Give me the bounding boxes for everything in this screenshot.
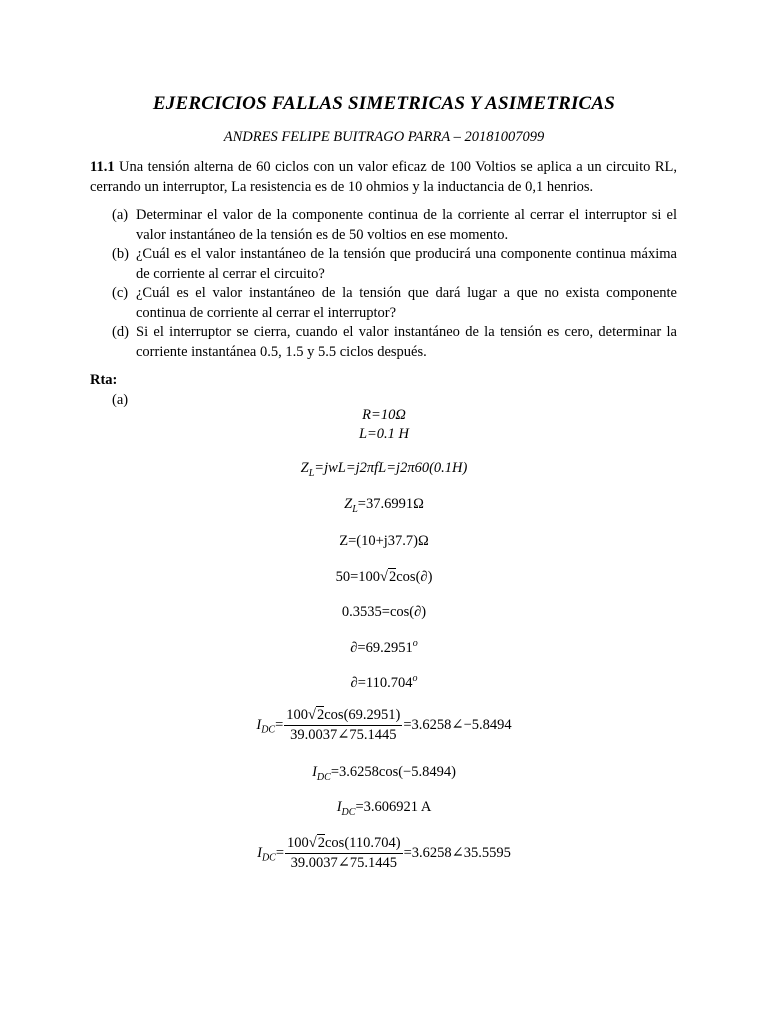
item-text: Determinar el valor de la componente continua de la corriente al cerrar el interruptor si el valor instantáneo de la tensión es de 50 voltios en ese momento. <box>136 207 677 243</box>
equation-idc-fraction-1: $I_{DC}=$ $\frac{100√2\cos(69.2951)}{39.0037\angle 75.1445}$ =3.6258∠−5.8494 <box>256 707 512 743</box>
equation-zl-value: $Z_L=37.6991\Omega$ <box>344 496 424 515</box>
answer-part-label: (a) <box>112 392 129 408</box>
item-label: (a) <box>112 207 129 223</box>
item-label: (c) <box>112 285 129 301</box>
list-item <box>112 323 677 362</box>
answer-label: Rta: <box>90 372 118 388</box>
problem-items <box>112 206 677 362</box>
equation-idc-fraction-2: $I_{DC}=$ $\frac{100√2\cos(110.704)}{39.0037\angle 75.1445}$ =3.6258∠35.5595 <box>257 835 511 871</box>
equation-angle-1: $\partial=69.2951^o$ <box>350 638 418 656</box>
document-title: EJERCICIOS FALLAS SIMETRICAS Y ASIMETRICAS <box>152 93 616 114</box>
equation-voltage: 50=100√2cos(∂) <box>335 569 433 585</box>
equation-resistance: R=10Ω <box>362 407 406 423</box>
equation-zl: $Z_L=jwL=j2\pi fL=j2\pi 60(0.1H)$ <box>300 460 468 479</box>
item-label: (d) <box>112 324 129 340</box>
list-item <box>112 245 677 284</box>
equation-idc-cos: $I_{DC}=3.6258\cos(-5.8494)$ <box>312 764 456 783</box>
list-item <box>112 284 677 323</box>
item-text: ¿Cuál es el valor instantáneo de la tensión que dará lugar a que no exista componente continua de corriente al cerrar el interruptor? <box>136 285 677 321</box>
item-text: ¿Cuál es el valor instantáneo de la tensión que producirá una componente continua máxima de corriente al cerrar el circuito? <box>136 246 677 282</box>
item-label: (b) <box>112 246 129 262</box>
document-author: ANDRES FELIPE BUITRAGO PARRA – 20181007099 <box>223 129 545 145</box>
problem-number: 11.1 <box>90 159 115 175</box>
equation-inductance: L=0.1 H <box>358 426 410 442</box>
equation-angle-2: $\partial=110.704^o$ <box>350 673 418 691</box>
problem-text: Una tensión alterna de 60 ciclos con un valor eficaz de 100 Voltios se aplica a un circuito RL, cerrando un interruptor, La resistencia es de 10 ohmios y la inductancia de 0,1 henrios. <box>90 159 677 195</box>
equation-z: Z=(10+j37.7)Ω <box>339 533 429 549</box>
list-item <box>112 206 677 245</box>
item-text: Si el interruptor se cierra, cuando el valor instantáneo de la tensión es cero, determinar la corriente instantánea 0.5, 1.5 y 5.5 ciclos después. <box>136 324 677 360</box>
equation-cos: 0.3535=cos(∂) <box>341 604 427 620</box>
problem-statement <box>90 158 677 197</box>
equation-idc-value: $I_{DC}=3.606921$ A <box>336 799 432 818</box>
